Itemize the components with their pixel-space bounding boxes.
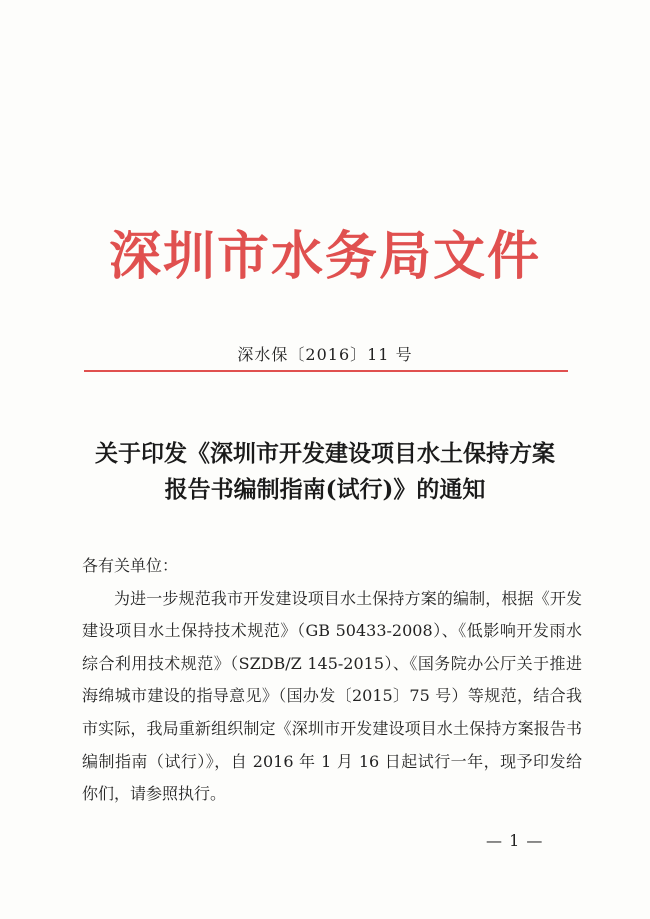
notice-title	[60, 436, 590, 508]
body-paragraph: 为进一步规范我市开发建设项目水土保持方案的编制，根据《开发建设项目水土保持技术规范》（GB 50433-2008）、《低影响开发雨水综合利用技术规范》（SZDB/Z 145-2015）、《国务院办公厅关于推进海绵城市建设的指导意见》（国办发〔2015〕75 号）等规范，结合我市实际，我局重新组织制定《深圳市开发建设项目水土保持方案报告书编制指南（试行）》，自 2016 年 1 月 16 日起试行一年，现予印发给你们，请参照执行。	[82, 588, 582, 804]
salutation: 各有关单位：	[82, 556, 179, 575]
header-divider	[84, 370, 568, 372]
org-header-title: 深圳市水务局文件	[108, 226, 541, 287]
notice-title-line-1: 关于印发《深圳市开发建设项目水土保持方案	[95, 440, 555, 467]
notice-title-line-2: 报告书编制指南(试行)》的通知	[164, 476, 486, 503]
document-number: 深水保〔2016〕11 号	[237, 345, 413, 364]
notice-body	[82, 550, 582, 811]
page-number: — 1 —	[486, 831, 544, 850]
